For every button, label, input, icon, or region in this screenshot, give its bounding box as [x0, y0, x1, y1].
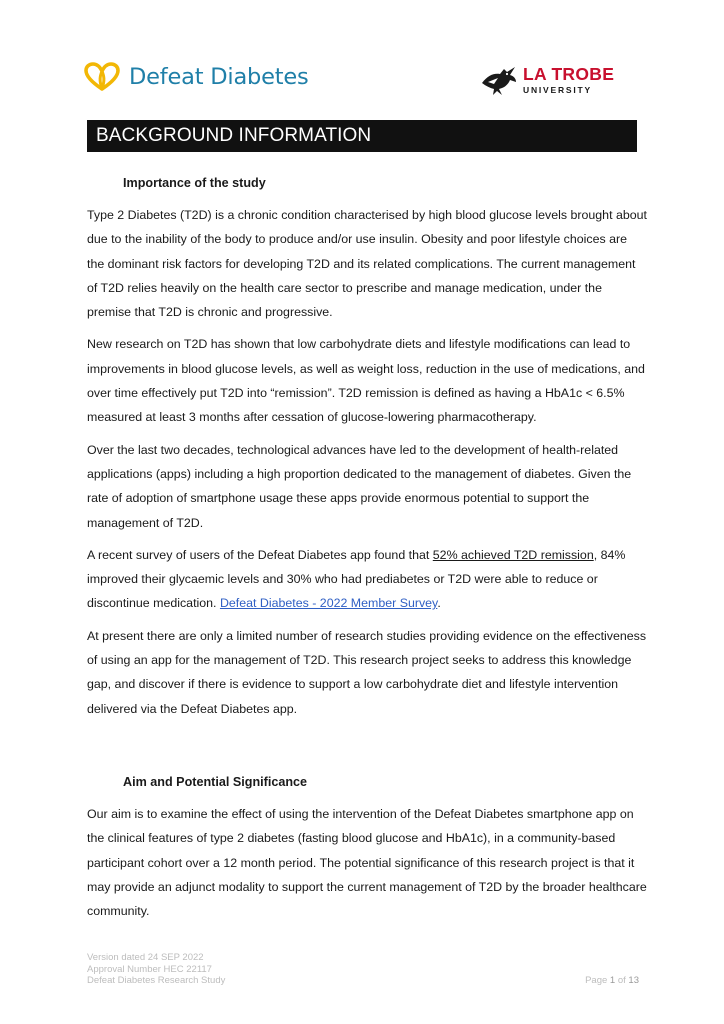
page-total: 13	[628, 975, 639, 986]
survey-text-middle: , 84% improved their glycaemic levels and 30% who had prediabetes or T2D were able to reduce or discontinue medication.	[87, 547, 626, 611]
defeat-diabetes-brand-text: Defeat Diabetes	[129, 64, 309, 90]
footer-version: Version dated 24 SEP 2022	[87, 952, 204, 963]
latrobe-name: LA TROBE	[523, 63, 615, 84]
document-body	[87, 170, 647, 931]
footer-study-name: Defeat Diabetes Research Study	[87, 975, 226, 986]
member-survey-link[interactable]: Defeat Diabetes - 2022 Member Survey	[219, 596, 438, 611]
page-current: 1	[609, 975, 616, 986]
section-title-bar	[87, 120, 637, 152]
section-title: BACKGROUND INFORMATION	[96, 125, 372, 146]
latrobe-university-logo	[480, 62, 614, 98]
aim-paragraph-1: Our aim is to examine the effect of using the intervention of the Defeat Diabetes smartphone app on the clinical features of type 2 diabetes (fasting blood glucose and HbA1c), in a community-based participant cohort over a 12 month period. The potential significance of this research project is that it may provide an adjunct modality to support the current management of T2D by the broader healthcare community.	[87, 806, 647, 919]
importance-paragraph-2: New research on T2D has shown that low carbohydrate diets and lifestyle modifications can lead to improvements in blood glucose levels, as well as weight loss, reduction in the use of medications, and over time effectively put T2D into “remission”. T2D remission is defined as having a HbA1c < 6.5% measured at least 3 months after cessation of glucose-lowering pharmacotherapy.	[87, 337, 645, 425]
importance-paragraph-5: At present there are only a limited number of research studies providing evidence on the effectiveness of using an app for the management of T2D. This research project seeks to address this knowledge gap, and discover if there is evidence to support a low carbohydrate diet and lifestyle intervention delivered via the Defeat Diabetes app.	[87, 628, 647, 716]
importance-heading: Importance of the study	[123, 176, 266, 190]
heart-logo-icon	[84, 62, 120, 92]
defeat-diabetes-logo	[84, 60, 309, 94]
survey-text-end: .	[437, 596, 441, 611]
section-spacer	[87, 729, 647, 769]
page-footer	[87, 952, 639, 987]
survey-text-start: A recent survey of users of the Defeat Diabetes app found that	[87, 547, 433, 562]
footer-approval: Approval Number HEC 22117	[87, 963, 212, 975]
latrobe-university-label: UNIVERSITY	[523, 85, 593, 95]
importance-paragraph-3: Over the last two decades, technological advances have led to the development of health-related applications (apps) including a high proportion dedicated to the management of diabetes. Given the rate of adoption of smartphone usage these apps provide enormous potential to support the management of T2D.	[87, 442, 632, 530]
importance-paragraph-1: Type 2 Diabetes (T2D) is a chronic condition characterised by high blood glucose levels brought about due to the inability of the body to produce and/or use insulin. Obesity and poor lifestyle choices are the dominant risk factors for developing T2D and its related complications. The current management of T2D relies heavily on the health care sector to prescribe and manage medication, under the premise that T2D is chronic and progressive.	[87, 208, 647, 320]
page-of: of	[617, 975, 626, 986]
page-number	[585, 975, 639, 987]
remission-stat: 52% achieved T2D remission	[432, 547, 594, 562]
eagle-logo-icon	[480, 63, 518, 97]
aim-heading: Aim and Potential Significance	[123, 774, 308, 789]
page-label: Page	[585, 975, 608, 986]
importance-paragraph-4	[87, 543, 647, 616]
